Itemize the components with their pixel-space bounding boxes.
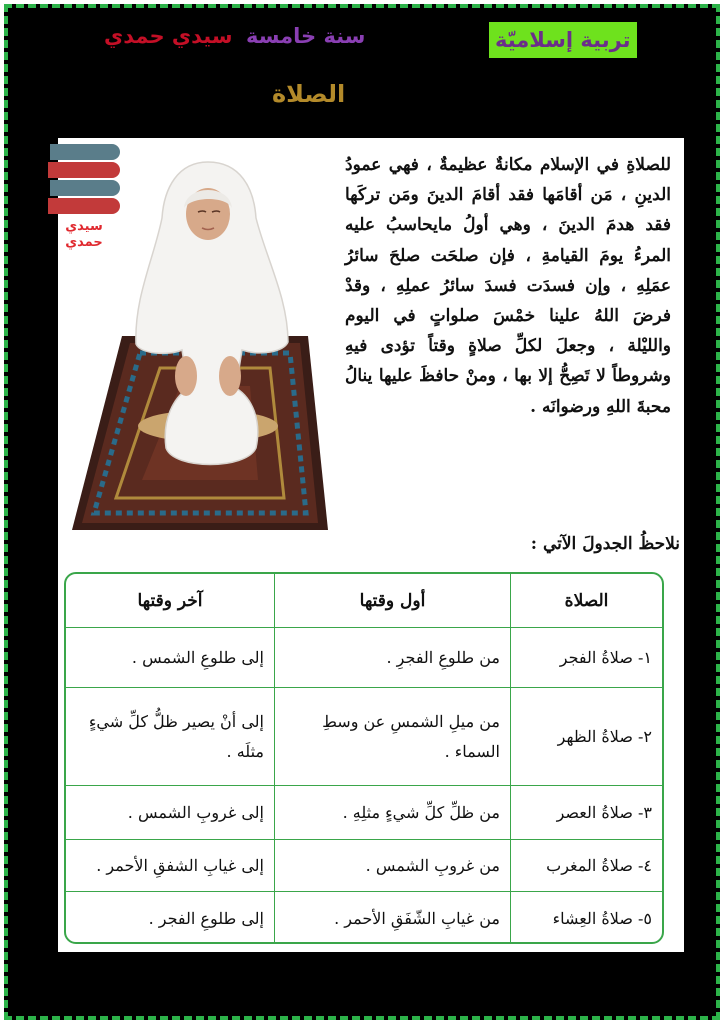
prayer-name: ٣- صلاةُ العصر: [510, 786, 662, 839]
lesson-title: الصلاة: [272, 80, 346, 108]
prayer-end: إلى أنْ يصير ظلُّ كلِّ شيءٍ مثلَه .: [88, 711, 264, 761]
prayer-start: من ميلِ الشمسِ عن وسطِ السماء .: [274, 688, 510, 785]
prayer-start: من طلوعِ الفجرِ .: [274, 628, 510, 687]
table-row: [66, 892, 662, 944]
prayer-start: من غروبِ الشمس .: [274, 840, 510, 891]
table-row: [66, 786, 662, 840]
prayer-name: ٥- صلاةُ العِشاء: [510, 892, 662, 944]
prayer-end: إلى طلوعِ الشمس .: [131, 647, 264, 667]
header-start-time: أول وقتها: [274, 574, 510, 627]
grade-label: سنة خامسة: [246, 24, 366, 48]
table-intro: نلاحظُ الجدولَ الآتي :: [530, 534, 680, 554]
prayer-start: من ظلِّ كلِّ شيءٍ مثلِهِ .: [274, 786, 510, 839]
prayer-end: إلى غيابِ الشفقِ الأحمر .: [96, 855, 264, 875]
subject-label: تربية إسلاميّة: [489, 22, 637, 58]
prayer-name: ٤- صلاةُ المغرب: [510, 840, 662, 891]
prayer-end: إلى غروبِ الشمس .: [127, 802, 264, 822]
teacher-name: سيدي حمدي: [104, 24, 233, 48]
prayer-times-table: [64, 572, 664, 944]
prayer-name: ١- صلاةُ الفجر: [510, 628, 662, 687]
lesson-paragraph: للصلاةِ في الإسلام مكانةٌ عظيمةٌ ، فهي عمودُ الدينِ ، مَن أقامَها فقد أقامَ الدينَ ومَن تركَها فقد هدمَ الدينَ ، وهي أولُ مايحاسبُ عليه المرءُ يومَ القيامةِ ، فإن صلحَت صلحَ سائرُ عمَلِهِ ، وإن فسدَت فسدَ سائرُ عملِهِ ، وقدْ فرضَ اللهُ علينا خمْسَ صلواتٍ في اليوم والليْلة ، وجعلَ لكلِّ صلاةٍ وقتاً تؤدى فيهِ وشروطاً لا تَصِحُّ إلا بها ، ومنْ حافظَ عليها ينالُ محبةَ اللهِ ورضوانَه .: [345, 155, 671, 417]
logo-line2: حمدي: [65, 235, 103, 250]
prayer-name: ٢- صلاةُ الظهر: [510, 688, 662, 785]
prayer-start: من غيابِ الشّفَقِ الأحمر .: [274, 892, 510, 944]
table-row: [66, 840, 662, 892]
logo-line1: سيدي: [65, 219, 103, 234]
table-header-row: [66, 574, 662, 628]
header-end-time: آخر وقتها: [137, 590, 203, 611]
table-row: [66, 688, 662, 786]
prayer-end: إلى طلوعِ الفجر .: [148, 909, 264, 928]
table-row: [66, 628, 662, 688]
watermark-logo: [44, 140, 122, 250]
header-prayer: الصلاة: [510, 574, 662, 627]
